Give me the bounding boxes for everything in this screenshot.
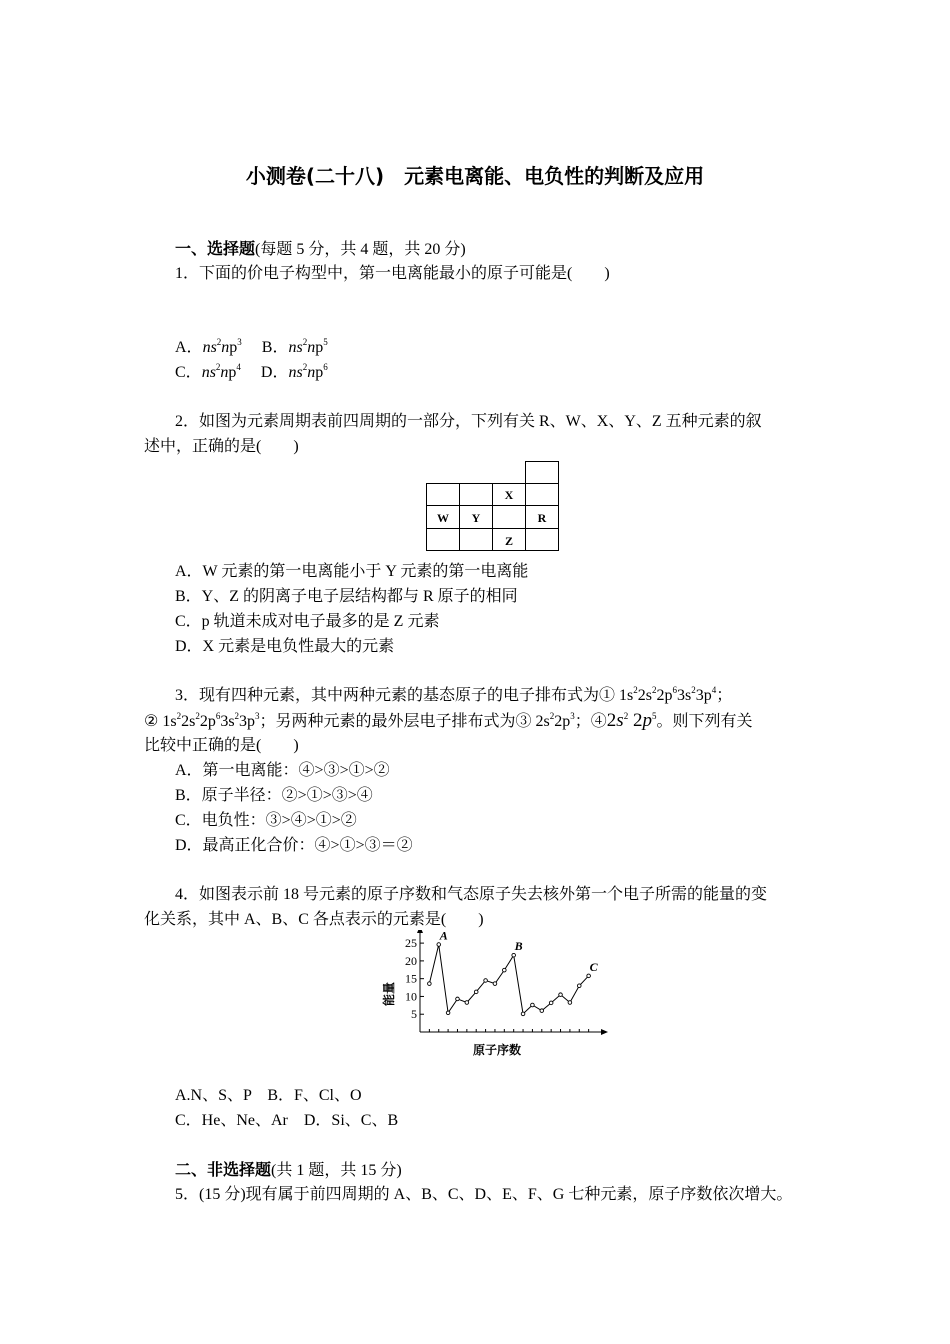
section2-note: (共 1 题，共 15 分) bbox=[271, 1162, 402, 1179]
q3-line1-sup: 2 bbox=[651, 685, 657, 695]
q1-option-b-sup: 2 bbox=[302, 337, 308, 347]
q1-stem: 1．下面的价电子构型中，第一电离能最小的原子可能是( ) bbox=[175, 265, 610, 282]
chart-point bbox=[521, 1012, 525, 1016]
chart-point bbox=[428, 982, 432, 986]
q3-line2-sup: 2 bbox=[234, 711, 240, 721]
q3-line2-pre: ② 1s bbox=[144, 713, 177, 730]
q3-line2-sup: 2 bbox=[549, 711, 555, 721]
chart-y-tick-label: 10 bbox=[405, 989, 417, 1004]
q3-option-c: C．电负性：③>④>①>② bbox=[175, 812, 357, 829]
q3-line2-part: 3s bbox=[220, 713, 235, 730]
table-cell bbox=[526, 484, 559, 506]
chart-point-label: B bbox=[514, 939, 523, 954]
cell-label-z: Z bbox=[504, 534, 514, 548]
table-cell bbox=[427, 529, 460, 551]
chart-x-arrow bbox=[601, 1029, 608, 1035]
q3-formula-p: p bbox=[642, 710, 652, 731]
q1-option-b-n: n bbox=[307, 339, 316, 356]
chart-point bbox=[559, 993, 563, 997]
q1-options-row2 bbox=[175, 363, 328, 383]
q4-option-ab: A.N、S、P B．F、Cl、O bbox=[175, 1087, 362, 1104]
cell-label-x: X bbox=[504, 488, 514, 502]
q3-line2-part: 2p bbox=[199, 713, 216, 730]
q1-option-d-sup: 2 bbox=[302, 362, 308, 372]
q3-formula-s: s bbox=[616, 710, 624, 731]
q1-option-d-label: D． bbox=[260, 364, 289, 381]
chart-y-tick-label: 25 bbox=[405, 936, 417, 951]
q3-line1-part: 3p bbox=[695, 687, 712, 704]
q1-option-b-p: p bbox=[315, 339, 324, 356]
q3-line2-end: 。则下列有关 bbox=[656, 713, 753, 730]
chart-y-tick-label: 15 bbox=[405, 971, 417, 986]
q1-option-a-exp: 3 bbox=[237, 337, 242, 347]
q3-option-a: A．第一电离能：④>③>①>② bbox=[175, 762, 390, 779]
q3-line3: 比较中正确的是( ) bbox=[144, 737, 299, 754]
table-cell bbox=[460, 484, 493, 506]
chart-point-label: C bbox=[589, 959, 598, 974]
q1-option-a-p: p bbox=[229, 339, 238, 356]
chart-point bbox=[577, 984, 581, 988]
section2-title: 二、非选择题 bbox=[175, 1160, 272, 1179]
ionization-energy-chart bbox=[380, 930, 610, 1064]
q1-option-b-ns: ns bbox=[288, 339, 303, 356]
q1-options-row1 bbox=[175, 338, 328, 358]
q3-line1-sup: 2 bbox=[633, 685, 638, 695]
q3-line2-part: ；另两种元素的最外层电子排布式为③ 2s bbox=[259, 713, 550, 730]
chart-point bbox=[587, 974, 591, 978]
q3-formula-coef2: 2 bbox=[632, 710, 643, 731]
q3-line1-part: 3s bbox=[676, 687, 692, 704]
q3-line2 bbox=[144, 711, 752, 732]
cell-label-w: W bbox=[437, 511, 449, 525]
chart-y-tick-label: 20 bbox=[405, 953, 417, 968]
q3-line2-sup: 6 bbox=[215, 711, 221, 721]
q3-line1-sup: 4 bbox=[711, 685, 717, 695]
q3-line2-sup: 2 bbox=[195, 711, 200, 721]
q3-line2-sup: 3 bbox=[570, 711, 575, 721]
q4-option-cd: C．He、Ne、Ar D．Si、C、B bbox=[175, 1112, 399, 1129]
q1-option-d-exp: 6 bbox=[323, 362, 328, 372]
chart-point bbox=[540, 1009, 544, 1013]
q3-option-d: D．最高正化合价：④>①>③＝② bbox=[175, 837, 413, 854]
chart-y-tick-label: 5 bbox=[411, 1007, 417, 1022]
chart-point bbox=[568, 1001, 572, 1005]
table-cell bbox=[427, 484, 460, 506]
section1-note: (每题 5 分，共 4 题，共 20 分) bbox=[255, 241, 466, 258]
q1-option-d-n: n bbox=[307, 364, 316, 381]
chart-point bbox=[446, 1011, 450, 1015]
q1-option-c-exp: 4 bbox=[236, 362, 241, 372]
q3-line2-sup: 2 bbox=[176, 711, 182, 721]
q2-stem-line2: 述中，正确的是( ) bbox=[144, 438, 299, 455]
q1-option-a-label: A． bbox=[175, 339, 203, 356]
q3-line1-pre: 3．现有四种元素，其中两种元素的基态原子的电子排布式为① 1s bbox=[175, 687, 634, 704]
q1-option-c-p: p bbox=[228, 364, 237, 381]
chart-point bbox=[484, 979, 488, 983]
table-cell bbox=[526, 462, 559, 484]
table-cell bbox=[493, 506, 526, 529]
title-part1: 小测卷(二十八) bbox=[245, 164, 385, 188]
chart-xlabel: 原子序数 bbox=[472, 1043, 522, 1057]
q3-formula-sup: 2 bbox=[623, 711, 629, 721]
q1-option-a-ns: ns bbox=[202, 339, 217, 356]
q1-option-b-exp: 5 bbox=[323, 337, 328, 347]
q3-line2-sup: 3 bbox=[255, 711, 260, 721]
q5-stem: 5．(15 分)现有属于前四周期的 A、B、C、D、E、F、G 七种元素，原子序数依次增大。 bbox=[175, 1186, 793, 1203]
q3-line1-part: 2s bbox=[637, 687, 652, 704]
q3-formula-coef: 2 bbox=[606, 710, 617, 731]
q4-stem-line1: 4．如图表示前 18 号元素的原子序数和气态原子失去核外第一个电子所需的能量的变 bbox=[175, 886, 768, 903]
cell-label-y: Y bbox=[471, 511, 481, 525]
q1-option-c-n: n bbox=[220, 364, 229, 381]
q3-line2-part: 2p bbox=[554, 713, 571, 730]
table-cell bbox=[460, 529, 493, 551]
chart-point bbox=[531, 1003, 535, 1007]
q2-option-a: A．W 元素的第一电离能小于 Y 元素的第一电离能 bbox=[175, 563, 529, 580]
chart-point bbox=[493, 982, 497, 986]
chart-ylabel: 能量 bbox=[382, 981, 396, 1007]
q1-option-d-p: p bbox=[315, 364, 324, 381]
table-cell bbox=[526, 529, 559, 551]
chart-point bbox=[549, 1001, 553, 1005]
q3-line2-part: ；④ bbox=[574, 713, 607, 730]
q1-option-a-n: n bbox=[221, 339, 230, 356]
chart-point bbox=[503, 968, 507, 972]
chart-point-label: A bbox=[439, 930, 448, 943]
q3-line2-part: 2s bbox=[181, 713, 196, 730]
q3-line1-part: 2p bbox=[656, 687, 673, 704]
q3-line2-part: 3p bbox=[239, 713, 256, 730]
chart-points bbox=[428, 943, 591, 1016]
q3-formula-sup-last: 5 bbox=[651, 711, 657, 721]
q3-option-b: B．原子半径：②>①>③>④ bbox=[175, 787, 373, 804]
q4-stem-line2: 化关系，其中 A、B、C 各点表示的元素是( ) bbox=[144, 911, 484, 928]
chart-point bbox=[437, 943, 441, 947]
section2-heading bbox=[175, 1160, 402, 1181]
q1-option-d-ns: ns bbox=[288, 364, 303, 381]
q3-line1-part: ； bbox=[716, 687, 733, 704]
title-part2: 元素电离能、电负性的判断及应用 bbox=[404, 164, 705, 188]
chart-axes bbox=[417, 930, 608, 1035]
q3-line1 bbox=[175, 686, 732, 706]
section1-title: 一、选择题 bbox=[175, 239, 256, 258]
section1-heading bbox=[175, 239, 466, 260]
q1-option-a-sup: 2 bbox=[216, 337, 222, 347]
q1-option-b-label: B． bbox=[261, 339, 289, 356]
q2-option-d: D．X 元素是电负性最大的元素 bbox=[175, 638, 395, 655]
periodic-table-fragment bbox=[424, 461, 560, 553]
chart-point-labels bbox=[439, 930, 599, 974]
chart-point bbox=[474, 990, 478, 994]
q1-option-c-ns: ns bbox=[201, 364, 216, 381]
chart-series-line bbox=[429, 945, 588, 1014]
q1-option-c-label: C． bbox=[175, 364, 202, 381]
q1-option-c-sup: 2 bbox=[215, 362, 221, 372]
q2-stem-line1: 2．如图为元素周期表前四周期的一部分，下列有关 R、W、X、Y、Z 五种元素的叙 bbox=[175, 413, 762, 430]
q2-option-c: C．p 轨道未成对电子最多的是 Z 元素 bbox=[175, 613, 440, 630]
q2-option-b: B．Y、Z 的阴离子电子层结构都与 R 原子的相同 bbox=[175, 588, 518, 605]
cell-label-r: R bbox=[537, 511, 547, 525]
page-title bbox=[0, 160, 950, 189]
chart-y-arrow bbox=[417, 930, 423, 933]
q3-line1-sup: 2 bbox=[691, 685, 696, 695]
chart-point bbox=[512, 953, 516, 957]
chart-point bbox=[456, 997, 460, 1001]
q3-line1-sup: 6 bbox=[672, 685, 677, 695]
chart-point bbox=[465, 1001, 469, 1005]
